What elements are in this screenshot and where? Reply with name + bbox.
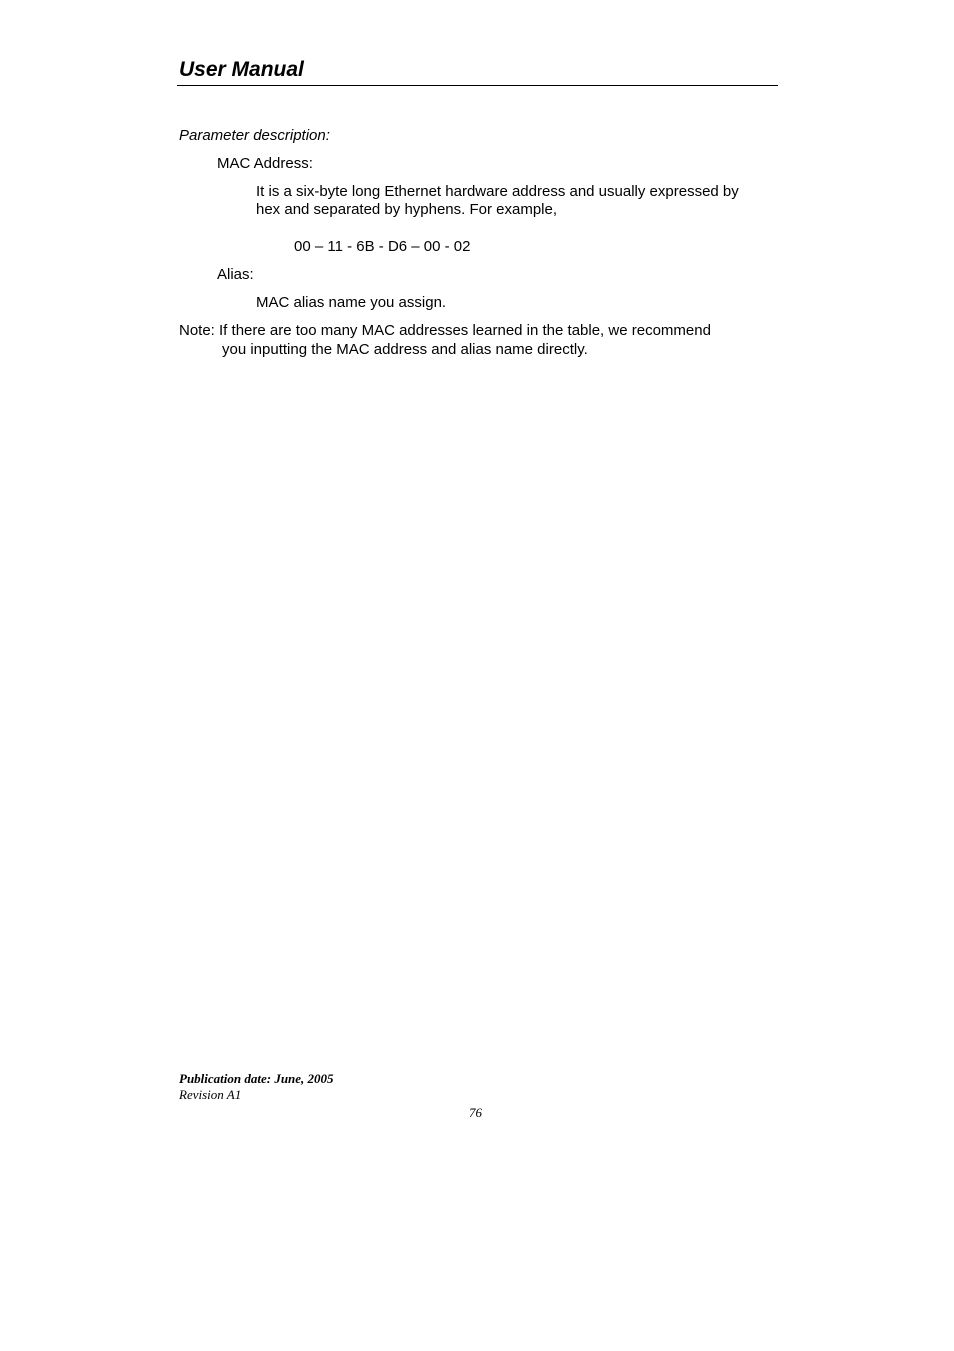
mac-address-label: MAC Address: xyxy=(217,155,313,172)
revision-label: Revision A1 xyxy=(179,1087,242,1102)
section-heading: Parameter description: xyxy=(179,127,330,144)
publication-date: Publication date: June, 2005 xyxy=(179,1071,334,1086)
note-line-2: you inputting the MAC address and alias name directly. xyxy=(222,341,588,358)
alias-label: Alias: xyxy=(217,266,254,283)
page-number: 76 xyxy=(469,1105,482,1120)
note-line-1: Note: If there are too many MAC addresses learned in the table, we recommend xyxy=(179,322,711,339)
alias-description: MAC alias name you assign. xyxy=(256,294,447,311)
mac-address-example: 00 – 11 - 6B - D6 – 00 - 02 xyxy=(294,238,471,255)
mac-address-description-line-1: It is a six-byte long Ethernet hardware address and usually expressed by xyxy=(256,183,739,200)
page-header-title: User Manual xyxy=(179,58,304,81)
header-divider xyxy=(177,85,778,86)
mac-address-description-line-2: hex and separated by hyphens. For example, xyxy=(256,201,558,218)
